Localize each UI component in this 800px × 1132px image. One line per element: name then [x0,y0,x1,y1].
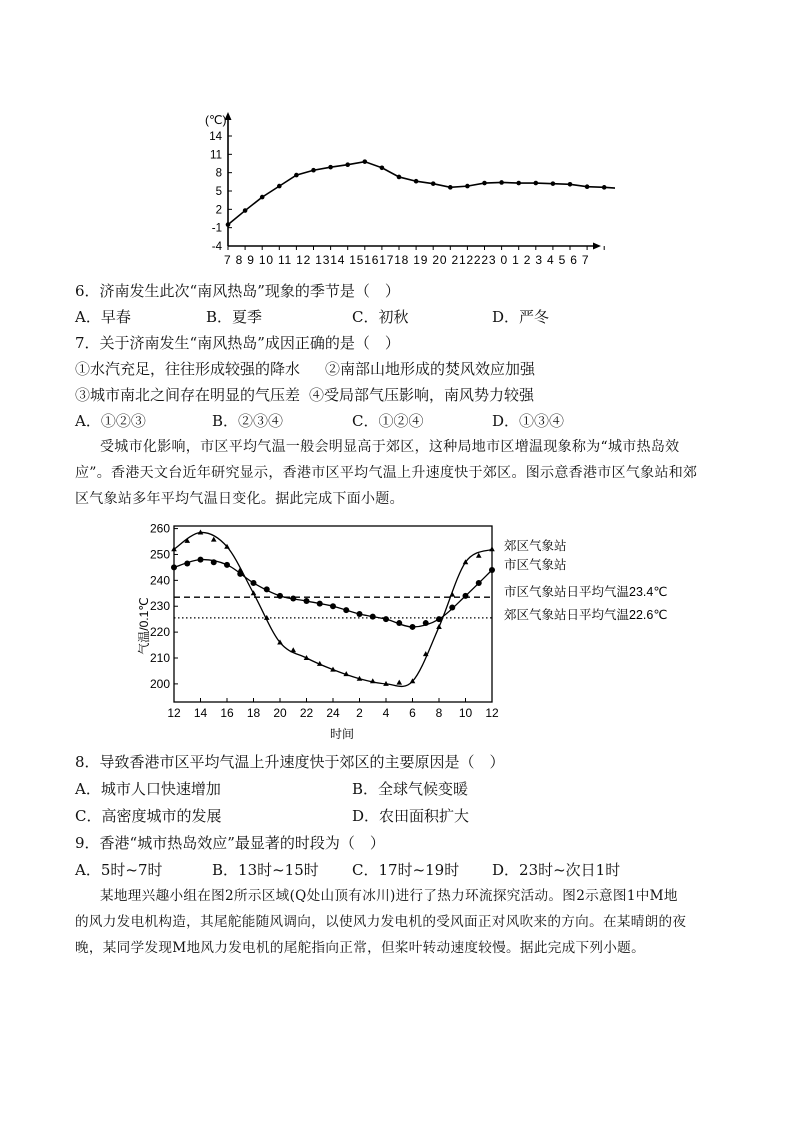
suburban-data-point [489,546,495,551]
chart1-series-line [228,162,615,225]
chart1-y-tick-label: 8 [215,167,222,180]
chart2-x-tick-label: 12 [485,706,499,720]
chart2-x-tick-label: 2 [356,706,363,720]
chart2-x-tick-label: 18 [246,706,261,720]
chart1-x-ticks [224,246,615,267]
chart2-y-tick-label: 220 [149,625,170,640]
chart1-data-point [277,184,282,189]
urban-data-point [396,620,402,626]
q8-stem: 8．导致香港市区平均气温上升速度快于郊区的主要原因是（ ） [75,753,505,771]
chart1-data-point [226,222,231,227]
chart1-data-point [568,182,573,187]
q7-option-b[interactable]: B．②③④ [212,412,284,430]
q7-option-c[interactable]: C．①②④ [352,412,424,430]
chart1-data-point [260,195,265,200]
q8-option-d[interactable]: D．农田面积扩大 [352,807,470,825]
urban-data-point [211,559,217,565]
urban-series-line [174,560,492,627]
urban-data-point [290,595,296,601]
chart1-data-point [482,181,487,186]
chart1-data-point [294,173,299,178]
suburban-data-point [370,678,376,683]
chart1-data-point [551,181,556,186]
chart2-x-label: 时间 [329,727,355,741]
chart1-y-tick-label: 11 [210,149,222,162]
urban-data-point [224,562,230,568]
chart1-data-point [516,181,521,186]
legend-urban-mean: 市区气象站日平均气温23.4℃ [504,585,668,599]
chart1-data-point [397,175,402,180]
urban-data-point [423,620,429,626]
q6-option-d[interactable]: D．严冬 [492,308,550,326]
chart1-data-point [602,185,607,190]
q9-option-b[interactable]: B．13时~15时 [212,861,319,879]
urban-data-point [317,601,323,607]
q7-statement-1: ①水汽充足，往往形成较强的降水 [75,360,301,378]
urban-data-point [277,593,283,599]
q9-option-d[interactable]: D．23时~次日1时 [492,861,621,879]
q9-option-c[interactable]: C．17时~19时 [352,861,460,879]
chart1-data-point [448,185,453,190]
q7-stem: 7．关于济南发生“南风热岛”成因正确的是（ ） [75,334,400,352]
chart2-y-tick-label: 200 [149,676,170,691]
urban-data-point [436,616,442,622]
chart2-x-tick-label: 20 [273,706,287,720]
chart2-x-tick-label: 14 [193,706,208,720]
chart2-x-tick-label: 22 [299,706,314,720]
suburban-series-line [174,532,492,686]
suburban-data-point [290,647,296,652]
urban-data-point [489,567,495,573]
urban-data-point [343,607,349,613]
intro2-line-3: 区气象站多年平均气温日变化。据此完成下面小题。 [75,491,404,507]
urban-data-point [237,571,243,577]
urban-data-point [476,580,482,586]
chart1-data-point [363,159,368,164]
chart2-series [171,529,495,686]
q6-option-b[interactable]: B．夏季 [206,308,263,326]
urban-data-point [357,611,363,617]
chart1-data-point [345,162,350,167]
urban-data-point [410,624,416,630]
intro3-line-1: 某地理兴趣小组在图2所示区域(Q处山顶有冰川)进行了热力环流探究活动。图2示意图1中M地 [100,888,678,904]
chart1-x-axis-arrow [593,243,601,250]
urban-data-point [171,564,177,570]
urban-data-point [304,598,310,604]
chart2-x-ticks [167,698,499,720]
intro3-line-2: 的风力发电机构造，其尾舵能随风调向，以使风力发电机的受风面正对风吹来的方向。在某晴朗的夜 [75,914,687,930]
urban-data-point [198,557,204,563]
chart1-data-point [534,181,539,186]
chart2-x-tick-label: 8 [435,706,443,720]
chart2-x-tick-label: 6 [409,706,416,720]
urban-data-point [251,580,257,586]
suburban-data-point [449,592,455,597]
chart2-x-tick-label: 10 [458,706,473,720]
chart1-y-tick-label: 2 [215,204,222,217]
chart1-data-point [328,165,333,170]
urban-data-point [449,605,455,611]
legend-urban-station: 市区气象站 [504,558,567,572]
urban-data-point [383,616,389,622]
chart1-series [226,159,615,227]
chart2-y-tick-label: 230 [149,599,170,614]
chart2-x-tick-label: 12 [167,706,181,720]
chart1-data-point [585,184,590,189]
chart2-y-label: 气温/0.1℃ [137,597,151,655]
suburban-data-point [436,624,442,629]
q8-option-a[interactable]: A．城市人口快速增加 [75,780,221,798]
chart1-y-tick-label: -4 [211,241,222,253]
chart1-data-point [499,180,504,185]
urban-data-point [370,614,376,620]
urban-data-point [463,593,469,599]
legend-suburban-mean: 郊区气象站日平均气温22.6℃ [504,608,668,622]
suburban-data-point [396,680,402,685]
q9-option-a[interactable]: A．5时~7时 [75,861,163,879]
chart1-data-point [465,184,470,189]
chart1-x-tick-labels: 7 8 9 10 11 12 1314 15161718 19 20 212223 0 1 2 3 4 5 6 7 [224,253,589,267]
chart2-y-tick-label: 240 [149,573,170,588]
q9-stem: 9．香港“城市热岛效应”最显著的时段为（ ） [75,834,385,852]
chart1-data-point [243,208,248,213]
intro2-line-2: 应”。香港天文台近年研究显示，香港市区平均气温上升速度快于郊区。图示意香港市区气象站和郊 [75,465,698,481]
intro2-line-1: 受城市化影响，市区平均气温一般会明显高于郊区，这种局地市区增温现象称为“城市热岛效 [100,439,680,455]
chart2-y-tick-label: 250 [149,547,170,562]
chart1-data-point [311,168,316,173]
chart1-y-tick-label: 5 [215,186,222,198]
q6-stem: 6．济南发生此次“南风热岛”现象的季节是（ ） [75,282,400,300]
hongkong-temperature-chart [128,516,688,748]
chart1-data-point [414,179,419,184]
chart2-x-tick-label: 16 [220,706,234,720]
legend-suburban-station: 郊区气象站 [504,539,567,553]
chart2-y-tick-label: 260 [149,521,170,536]
q7-option-d[interactable]: D．①③④ [492,412,565,430]
chart1-data-point [431,181,436,186]
chart1-unit-label: (℃) [205,113,227,127]
q8-option-b[interactable]: B．全球气候变暖 [352,780,469,798]
q7-statement-3: ③城市南北之间存在明显的气压差 [75,386,301,404]
intro3-line-3: 晚，某同学发现M地风力发电机的尾舵指向正常，但桨叶转动速度较慢。据此完成下列小题。 [75,940,645,956]
q7-option-a[interactable]: A．①②③ [75,412,146,430]
q7-statement-4: ④受局部气压影响，南风势力较强 [309,386,535,404]
q6-option-c[interactable]: C．初秋 [352,308,409,326]
chart1-data-point [380,165,385,170]
chart2-y-tick-label: 210 [149,651,170,665]
urban-data-point [330,603,336,609]
chart2-x-tick-label: 4 [382,706,390,720]
urban-data-point [184,561,190,567]
urban-data-point [264,586,270,592]
jinan-temperature-chart [195,108,615,270]
chart2-x-tick-label: 24 [326,706,340,720]
q6-option-a[interactable]: A．早春 [75,308,131,326]
q7-statement-2: ②南部山地形成的焚风效应加强 [325,360,536,378]
q8-option-c[interactable]: C．高密度城市的发展 [75,807,222,825]
chart1-y-tick-label: 14 [209,131,222,143]
chart1-y-tick-label: -1 [211,222,222,235]
